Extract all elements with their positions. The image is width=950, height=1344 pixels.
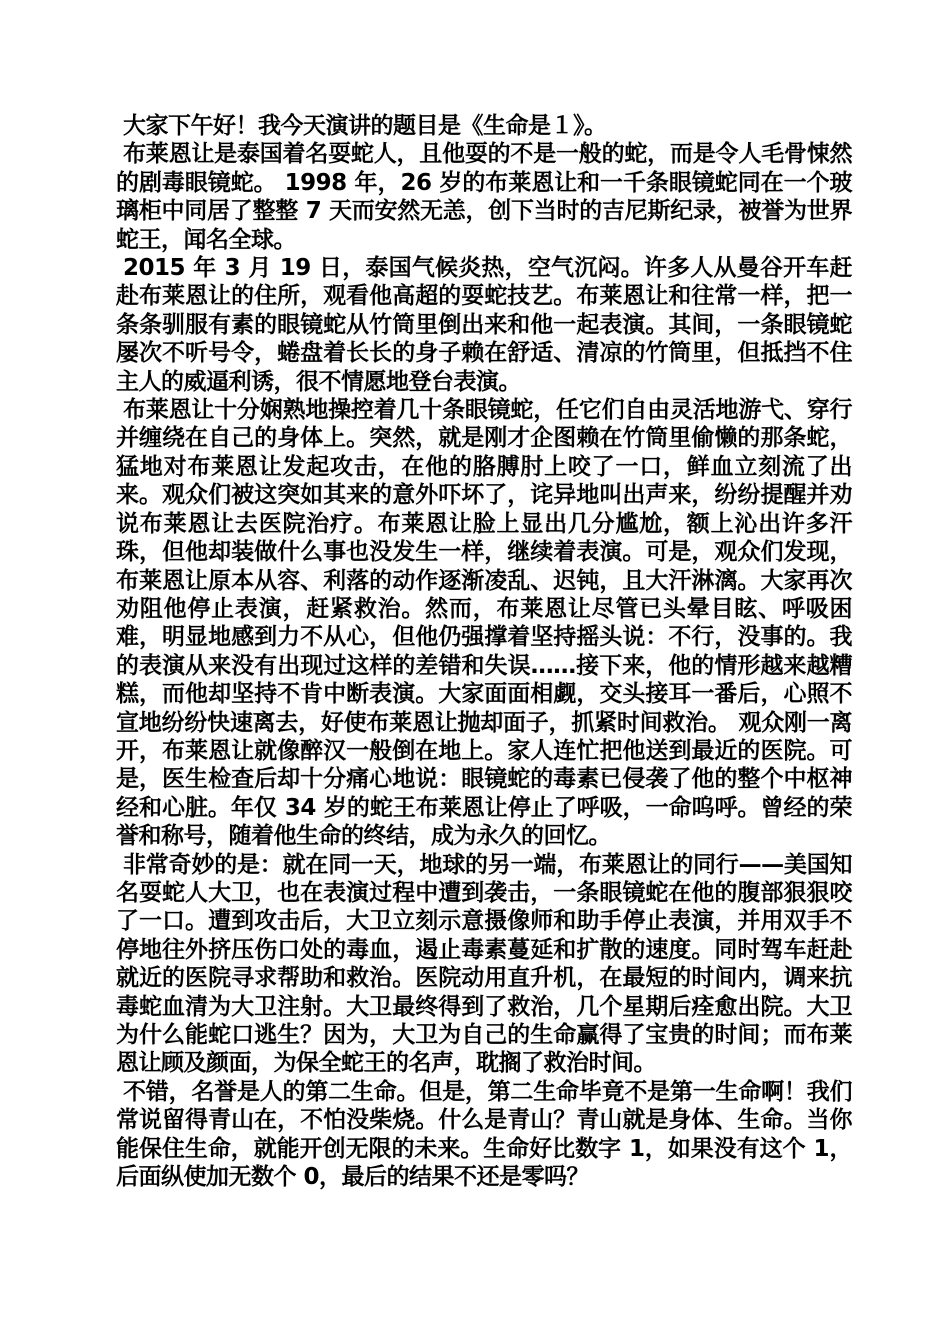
speech-greeting-paragraph: 大家下午好！我今天演讲的题目是《生命是１》。: [123, 113, 607, 139]
body-paragraph-conclusion: 不错，名誉是人的第二生命。但是，第二生命毕竟不是第一生命啊！我们常说留得青山在，不怕没柴烧。什么是青山？青山就是身体、生命。当你能保住生命，就能开创无限的未来。生命好比数字 1，如果没有这个 1，后面纵使加无数个 0，最后的结果不还是零吗？: [116, 1078, 852, 1191]
speech-body: [116, 112, 852, 1191]
body-paragraph-snake-attack: 布莱恩让十分娴熟地操控着几十条眼镜蛇，任它们自由灵活地游弋、穿行并缠绕在自己的身体上。突然，就是刚才企图赖在竹筒里偷懒的那条蛇，猛地对布莱恩让发起攻击，在他的胳膊肘上咬了一口，鲜血立刻流了出来。观众们被这突如其来的意外吓坏了，诧异地叫出声来，纷纷提醒并劝说布莱恩让去医院治疗。布莱恩让脸上显出几分尴尬，额上沁出许多汗珠，但他却装做什么事也没发生一样，继续着表演。可是，观众们发现，布莱恩让原本从容、利落的动作逐渐凌乱、迟钝，且大汗淋漓。大家再次劝阻他停止表演，赶紧救治。然而，布莱恩让尽管已头晕目眩、呼吸困难，明显地感到力不从心，但他仍强撑着坚持摇头说：不行，没事的。我的表演从来没有出现过这样的差错和失误……接下来，他的情形越来越糟糕，而他却坚持不肯中断表演。大家面面相觑，交头接耳一番后，心照不宣地纷纷快速离去，好使布莱恩让抛却面子，抓紧时间救治。 观众刚一离开，布莱恩让就像醉汉一般倒在地上。家人连忙把他送到最近的医院。可是，医生检查后却十分痛心地说：眼镜蛇的毒素已侵袭了他的整个中枢神经和心脏。年仅 34 岁的蛇王布莱恩让停止了呼吸，一命呜呼。曾经的荣誉和称号，随着他生命的终结，成为永久的回忆。: [116, 397, 852, 850]
body-paragraph-performance-day: 2015 年 3 月 19 日，泰国气候炎热，空气沉闷。许多人从曼谷开车赶赴布莱恩让的住所，观看他高超的耍蛇技艺。布莱恩让和往常一样，把一条条驯服有素的眼镜蛇从竹筒里倒出来和他一起表演。其间，一条眼镜蛇屡次不听号令，蜷盘着长长的身子赖在舒适、清凉的竹筒里，但抵挡不住主人的威逼利诱，很不情愿地登台表演。: [116, 255, 852, 395]
body-paragraph-snake-king: 布莱恩让是泰国着名耍蛇人，且他耍的不是一般的蛇，而是令人毛骨悚然的剧毒眼镜蛇。 1998 年，26 岁的布莱恩让和一千条眼镜蛇同在一个玻璃柜中同居了整整 7 天而安然无恙，创下当时的吉尼斯纪录，被誉为世界蛇王，闻名全球。: [116, 141, 852, 253]
body-paragraph-david: 非常奇妙的是：就在同一天，地球的另一端，布莱恩让的同行——美国知名耍蛇人大卫，也在表演过程中遭到袭击，一条眼镜蛇在他的腹部狠狠咬了一口。遭到攻击后，大卫立刻示意摄像师和助手停止表演，并用双手不停地往外挤压伤口处的毒血，遏止毒素蔓延和扩散的速度。同时驾车赶赴就近的医院寻求帮助和救治。医院动用直升机，在最短的时间内，调来抗毒蛇血清为大卫注射。大卫最终得到了救治，几个星期后痊愈出院。大卫为什么能蛇口逃生？因为，大卫为自己的生命赢得了宝贵的时间；而布莱恩让顾及颜面，为保全蛇王的名声，耽搁了救治时间。: [116, 851, 852, 1077]
